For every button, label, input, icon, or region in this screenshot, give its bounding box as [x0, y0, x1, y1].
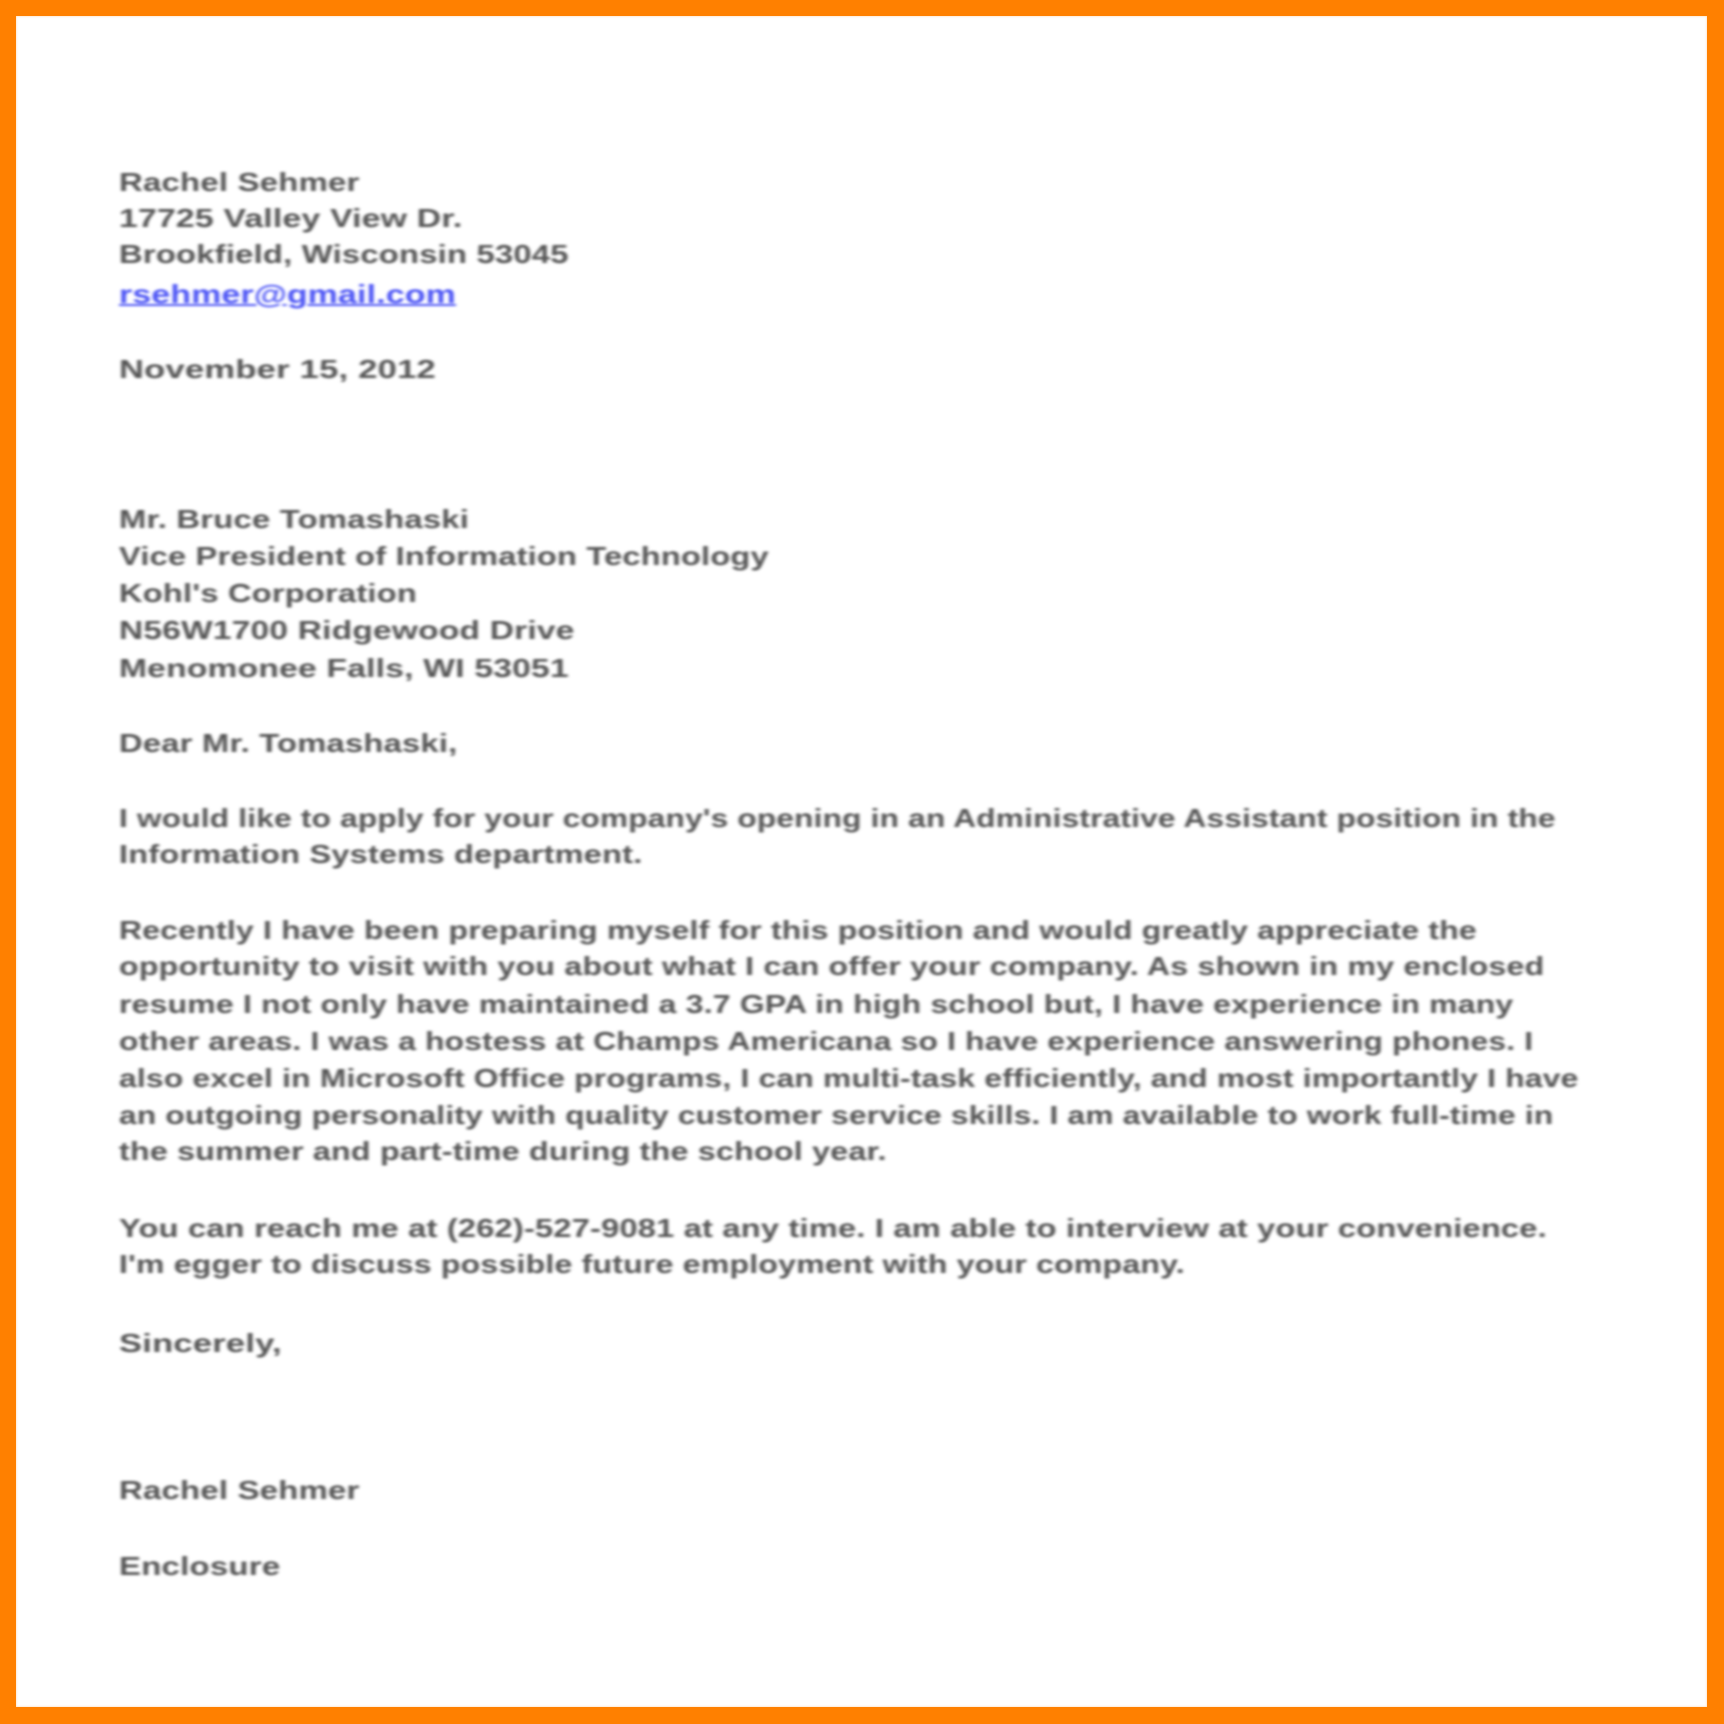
sender-city: Brookfield, Wisconsin 53045 [119, 239, 569, 269]
sender-email-link[interactable]: rsehmer@gmail.com [119, 279, 456, 309]
paragraph-line: I would like to apply for your company's opening in an Administrative Assistant position in the [119, 803, 1556, 833]
paragraph-line: resume I not only have maintained a 3.7 GPA in high school but, I have experience in many [119, 989, 1514, 1019]
salutation: Dear Mr. Tomashaski, [119, 728, 458, 758]
paragraph-line: opportunity to visit with you about what I can offer your company. As shown in my enclosed [119, 951, 1545, 981]
paragraph-line: an outgoing personality with quality customer service skills. I am available to work full-time in [119, 1100, 1554, 1130]
paragraph-line: I'm egger to discuss possible future employment with your company. [119, 1249, 1185, 1279]
closing: Sincerely, [119, 1328, 282, 1358]
recipient-company: Kohl's Corporation [119, 578, 417, 608]
paragraph-line: the summer and part-time during the school year. [119, 1136, 887, 1166]
paragraph-line: Recently I have been preparing myself for this position and would greatly appreciate the [119, 915, 1477, 945]
recipient-name: Mr. Bruce Tomashaski [119, 504, 470, 534]
letter-date: November 15, 2012 [119, 354, 437, 384]
recipient-street: N56W1700 Ridgewood Drive [119, 615, 575, 645]
paragraph-line: You can reach me at (262)-527-9081 at any time. I am able to interview at your convenience. [119, 1213, 1547, 1243]
sender-street: 17725 Valley View Dr. [119, 203, 463, 233]
paragraph-line: Information Systems department. [119, 839, 643, 869]
paragraph-line: also excel in Microsoft Office programs, I can multi-task efficiently, and most importantly I have [119, 1063, 1579, 1093]
sender-name: Rachel Sehmer [119, 167, 360, 197]
recipient-city: Menomonee Falls, WI 53051 [119, 653, 569, 683]
signature-name: Rachel Sehmer [119, 1475, 360, 1505]
letter-page [16, 16, 1707, 1707]
recipient-title: Vice President of Information Technology [119, 541, 769, 571]
paragraph-line: other areas. I was a hostess at Champs Americana so I have experience answering phones. I [119, 1026, 1534, 1056]
enclosure-note: Enclosure [119, 1551, 281, 1581]
